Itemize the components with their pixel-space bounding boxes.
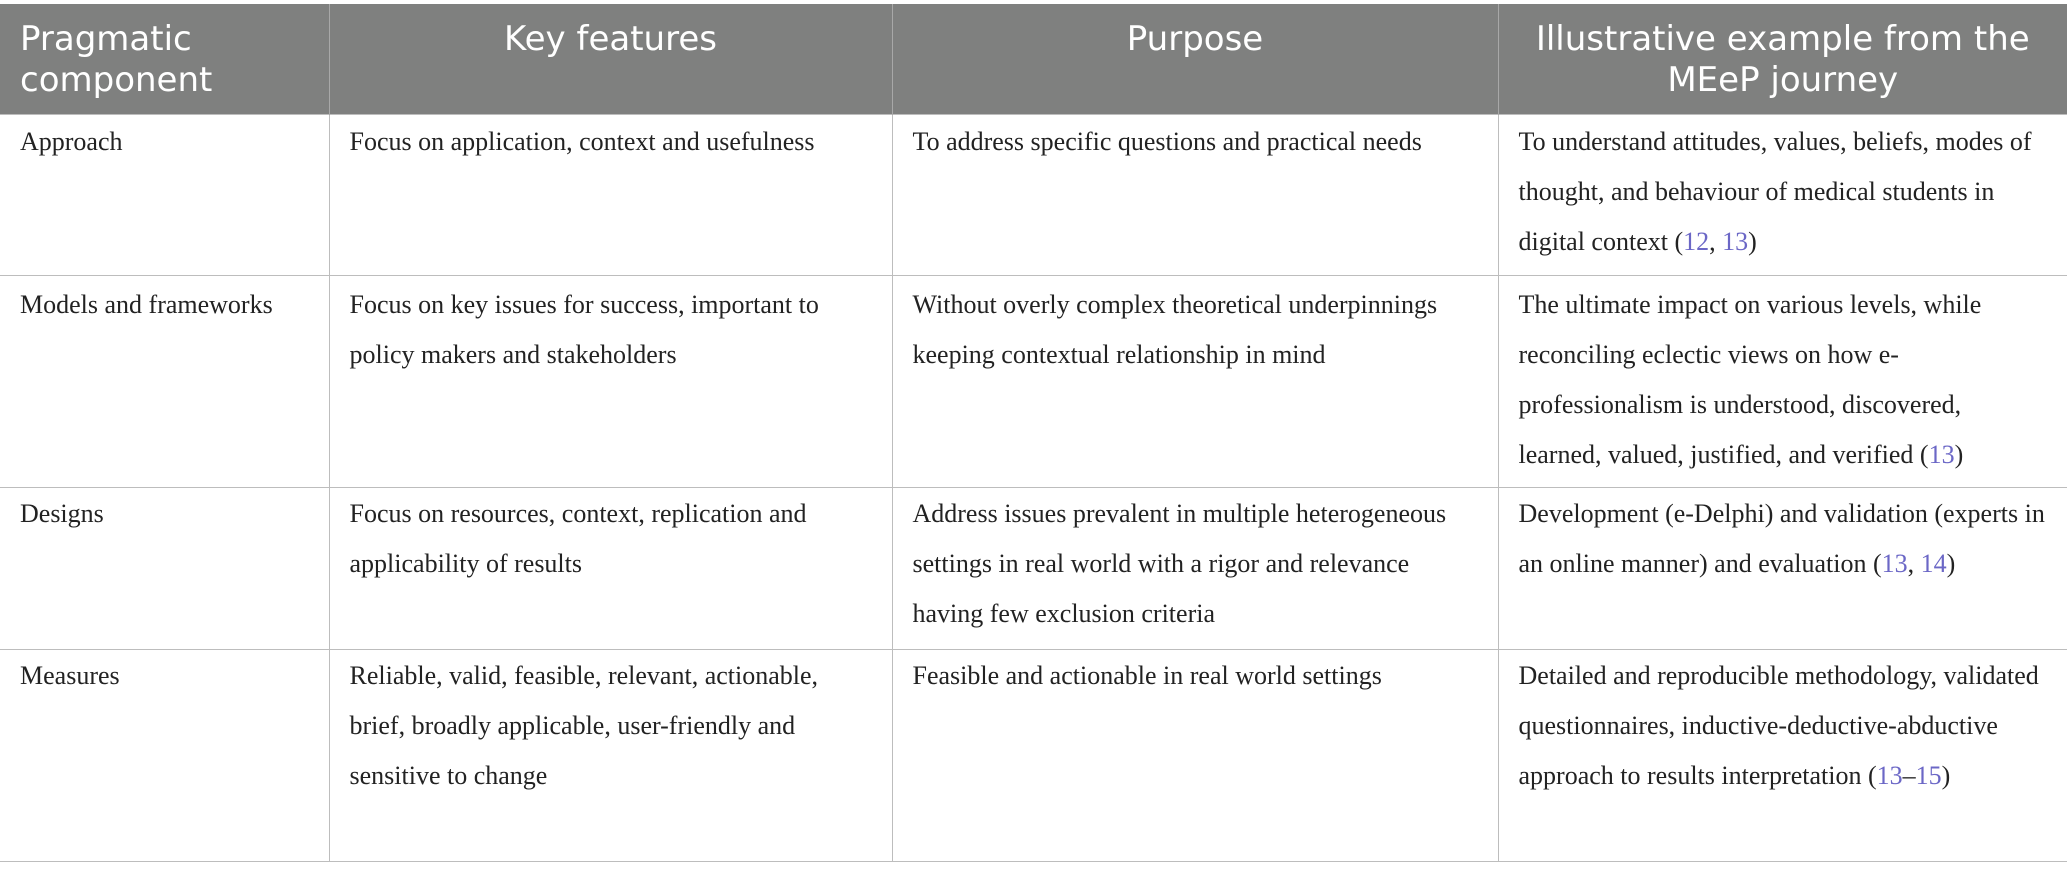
cell-example (1498, 275, 2067, 487)
reference-link[interactable]: 13 (1928, 439, 1955, 469)
header-pragmatic-component: Pragmatic component (0, 4, 329, 114)
cell-component: Approach (0, 114, 329, 275)
reference-link[interactable]: 13 (1722, 226, 1749, 256)
table-row (0, 114, 2067, 275)
table-row (0, 487, 2067, 649)
table-row (0, 649, 2067, 861)
cell-component: Measures (0, 649, 329, 861)
table-header (0, 4, 2067, 114)
cell-example (1498, 649, 2067, 861)
reference-close: ) (1748, 226, 1757, 256)
reference-close: ) (1946, 548, 1956, 578)
reference-separator: – (1902, 760, 1916, 790)
cell-features: Focus on application, context and usefulness (329, 114, 892, 275)
example-text: To understand attitudes, values, beliefs, modes of thought, and behaviour of medical students in digital context ( (1518, 126, 2032, 256)
cell-features: Reliable, valid, feasible, relevant, actionable, brief, broadly applicable, user-friendly and sensitive to change (329, 649, 892, 861)
reference-separator: , (1907, 548, 1921, 578)
cell-component: Designs (0, 487, 329, 649)
header-illustrative-example: Illustrative example from the MEeP journey (1498, 4, 2067, 114)
reference-separator: , (1709, 226, 1723, 256)
cell-example (1498, 487, 2067, 649)
reference-link[interactable]: 12 (1683, 226, 1710, 256)
reference-close: ) (1941, 760, 1951, 790)
example-text: Development (e-Delphi) and validation (experts in an online manner) and evaluation ( (1518, 498, 2045, 578)
reference-link[interactable]: 13 (1881, 548, 1908, 578)
header-purpose: Purpose (892, 4, 1498, 114)
pragmatic-components-table (0, 4, 2067, 862)
cell-features: Focus on resources, context, replication and applicability of results (329, 487, 892, 649)
table-body (0, 114, 2067, 861)
reference-link[interactable]: 15 (1915, 760, 1942, 790)
header-key-features: Key features (329, 4, 892, 114)
table-row (0, 275, 2067, 487)
cell-purpose: Address issues prevalent in multiple heterogeneous settings in real world with a rigor and relevance having few exclusion criteria (892, 487, 1498, 649)
cell-example (1498, 114, 2067, 275)
reference-link[interactable]: 14 (1920, 548, 1947, 578)
cell-purpose: Without overly complex theoretical underpinnings keeping contextual relationship in mind (892, 275, 1498, 487)
example-text: Detailed and reproducible methodology, validated questionnaires, inductive-deductive-abductive approach to results interpretation ( (1518, 660, 2039, 790)
example-text: The ultimate impact on various levels, while reconciling eclectic views on how e-professionalism is understood, discovered, learned, valued, justified, and verified ( (1518, 289, 1982, 469)
reference-link[interactable]: 13 (1876, 760, 1903, 790)
cell-component: Models and frameworks (0, 275, 329, 487)
header-row (0, 4, 2067, 114)
cell-features: Focus on key issues for success, important to policy makers and stakeholders (329, 275, 892, 487)
cell-purpose: Feasible and actionable in real world settings (892, 649, 1498, 861)
reference-close: ) (1954, 439, 1964, 469)
cell-purpose: To address specific questions and practical needs (892, 114, 1498, 275)
